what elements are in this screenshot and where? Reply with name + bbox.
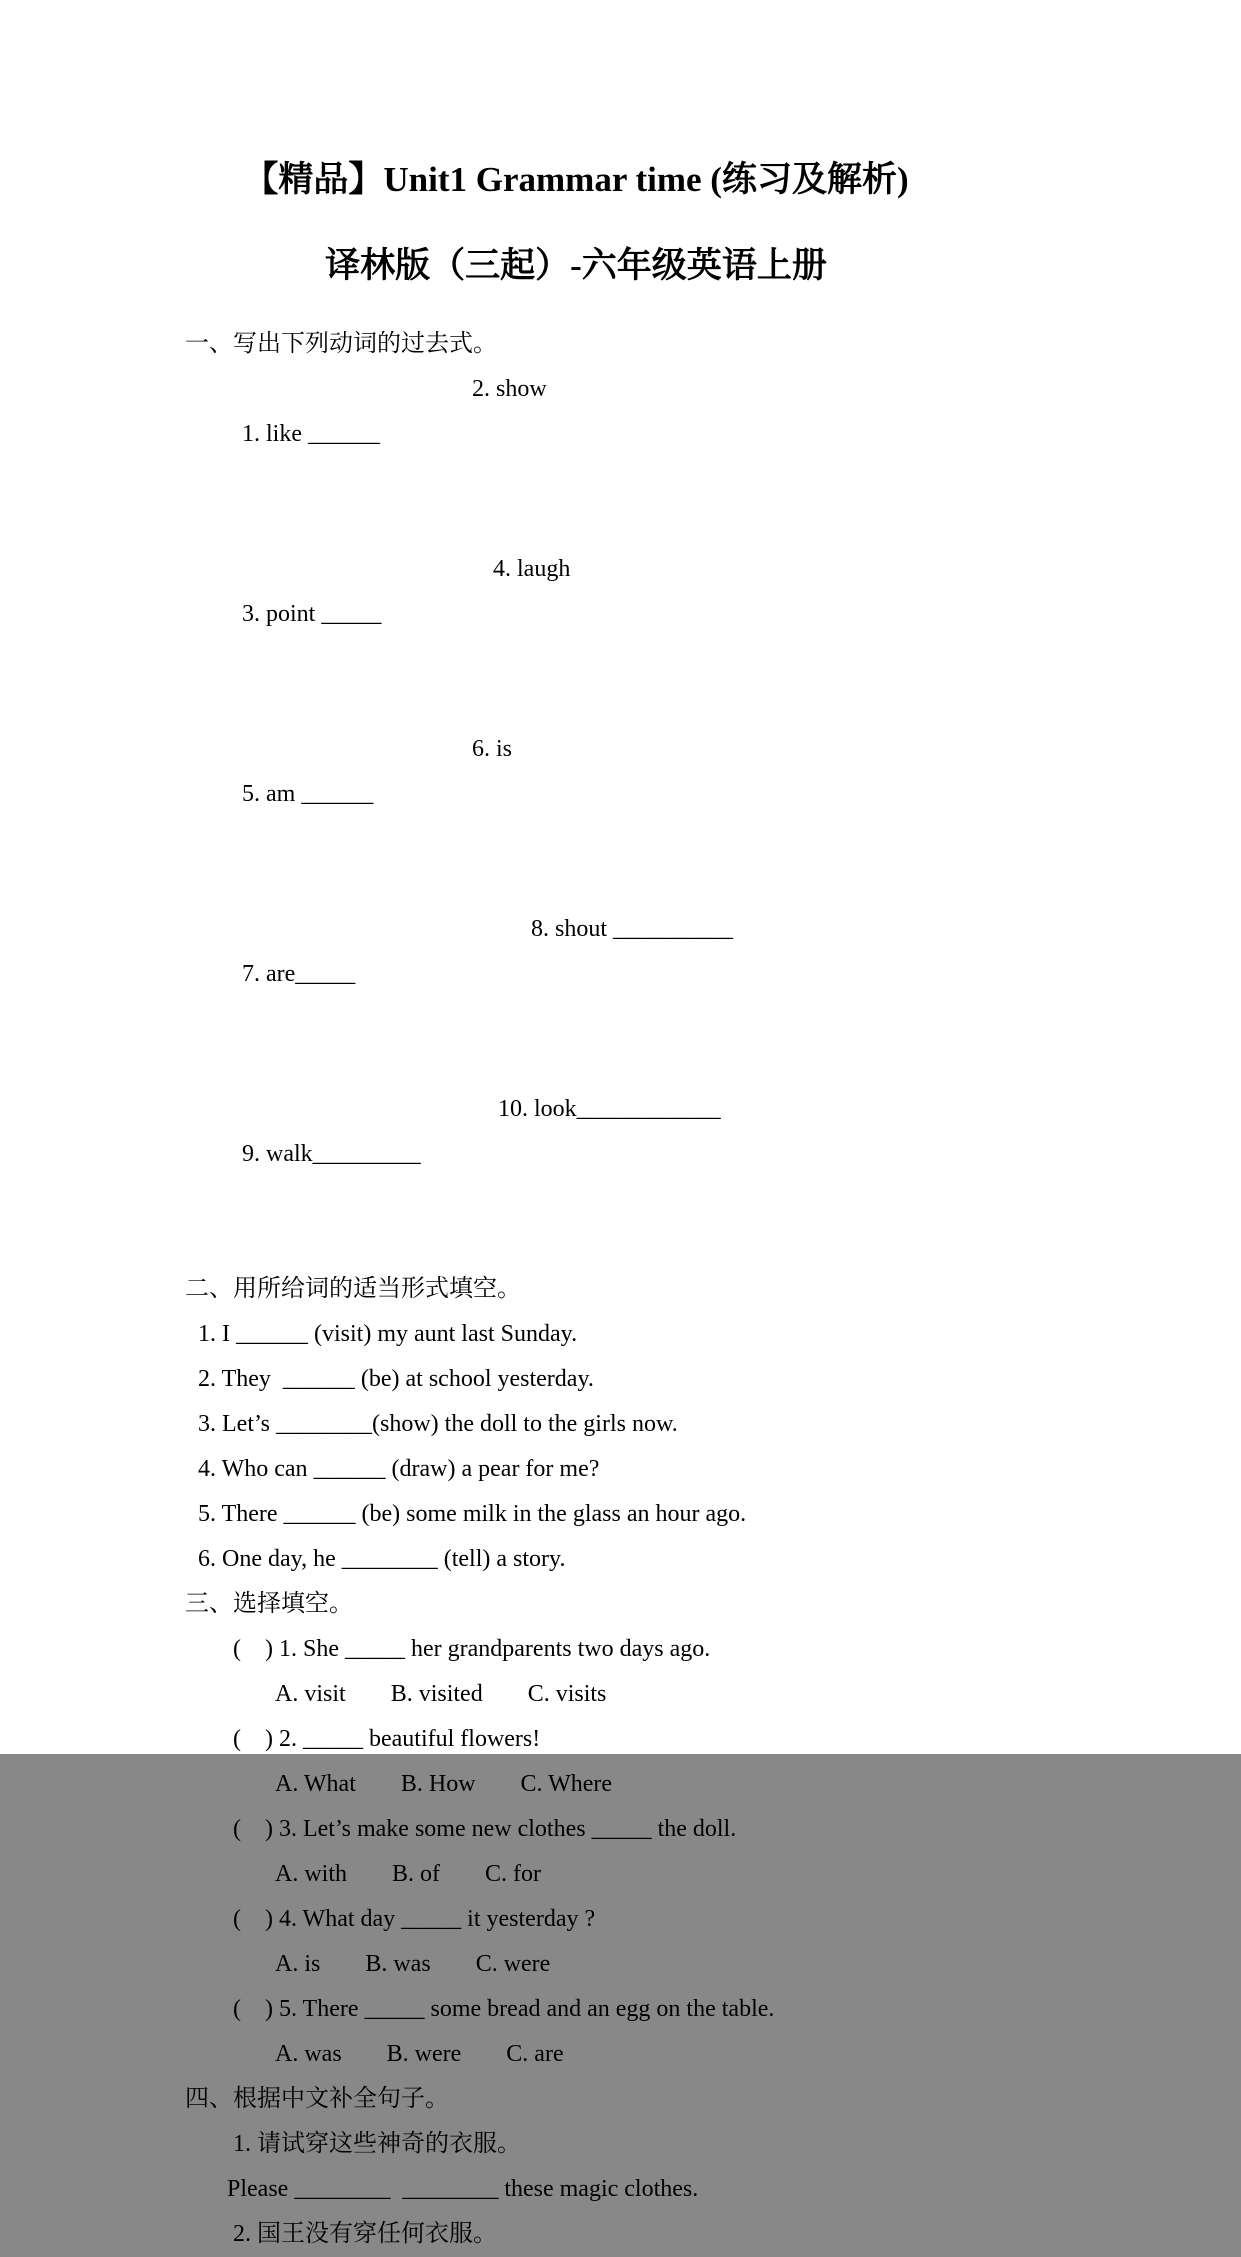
s3-q5-option-c: C. are [506, 2041, 564, 2067]
s3-question-5: ( ) 5. There _____ some bread and an egg on the table. [233, 1996, 775, 2022]
s1-item-2: 2. show [472, 376, 547, 402]
s3-options-4 [0, 1942, 1241, 1987]
section2-header: 二、用所给词的适当形式填空。 [185, 1276, 521, 1302]
s1-item-3: 3. point _____ [242, 601, 382, 627]
doc-subtitle: 译林版（三起）-六年级英语上册 [325, 246, 827, 285]
s3-question-2: ( ) 2. _____ beautiful flowers! [233, 1726, 541, 1752]
s3-q1-option-c: C. visits [527, 1681, 607, 1707]
s3-q4-option-a: A. is [275, 1951, 321, 1977]
s1-item-10: 10. look____________ [498, 1096, 721, 1122]
s1-item-4: 4. laugh [493, 556, 571, 582]
s2-item-5: 5. There ______ (be) some milk in the glass an hour ago. [198, 1501, 747, 1527]
s3-question-1: ( ) 1. She _____ her grandparents two days ago. [233, 1636, 711, 1662]
s1-row-3 [0, 727, 1241, 907]
s3-options-1 [0, 1672, 1241, 1717]
s2-item-3: 3. Let’s ________(show) the doll to the girls now. [198, 1411, 678, 1437]
s1-item-7: 7. are_____ [242, 961, 356, 987]
s3-q3-option-c: C. for [485, 1861, 541, 1887]
s1-item-1: 1. like ______ [242, 421, 380, 447]
s1-row-2 [0, 547, 1241, 727]
s4-item-2: 2. 国王没有穿任何衣服。 [233, 2221, 497, 2247]
s3-question-3: ( ) 3. Let’s make some new clothes _____ the doll. [233, 1816, 737, 1842]
s3-q2-option-c: C. Where [520, 1771, 613, 1797]
s3-q4-option-b: B. was [365, 1951, 431, 1977]
s3-q2-option-b: B. How [400, 1771, 476, 1797]
section1-header: 一、写出下列动词的过去式。 [185, 331, 497, 357]
s1-row-1 [0, 367, 1241, 547]
s1-item-6: 6. is [472, 736, 513, 762]
s1-item-8: 8. shout __________ [531, 916, 734, 942]
s3-options-2 [0, 1762, 1241, 1807]
s2-item-6: 6. One day, he ________ (tell) a story. [198, 1546, 566, 1572]
s3-q3-option-a: A. with [275, 1861, 347, 1887]
s4-please-line: Please ________ ________ these magic clothes. [227, 2176, 699, 2202]
s3-options-3 [0, 1852, 1241, 1897]
s3-q2-option-a: A. What [275, 1771, 356, 1797]
s3-q5-option-b: B. were [386, 2041, 462, 2067]
s1-item-9: 9. walk_________ [242, 1141, 421, 1167]
s3-q5-option-a: A. was [275, 2041, 342, 2067]
s4-item-1: 1. 请试穿这些神奇的衣服。 [233, 2131, 521, 2157]
s3-q3-option-b: B. of [392, 1861, 440, 1887]
s2-item-2: 2. They ______ (be) at school yesterday. [198, 1366, 594, 1392]
s3-q4-option-c: C. were [475, 1951, 551, 1977]
s1-row-5 [0, 1087, 1241, 1267]
s1-row-4 [0, 907, 1241, 1087]
s2-item-1: 1. I ______ (visit) my aunt last Sunday. [198, 1321, 578, 1347]
s3-q1-option-a: A. visit [275, 1681, 346, 1707]
section4-header: 四、根据中文补全句子。 [185, 2086, 449, 2112]
section3-header: 三、选择填空。 [185, 1591, 353, 1617]
s3-q1-option-b: B. visited [390, 1681, 483, 1707]
doc-title: 【精品】Unit1 Grammar time (练习及解析) [243, 160, 909, 199]
s3-question-4: ( ) 4. What day _____ it yesterday ? [233, 1906, 596, 1932]
s2-item-4: 4. Who can ______ (draw) a pear for me? [198, 1456, 600, 1482]
s1-item-5: 5. am ______ [242, 781, 374, 807]
s3-options-5 [0, 2032, 1241, 2077]
